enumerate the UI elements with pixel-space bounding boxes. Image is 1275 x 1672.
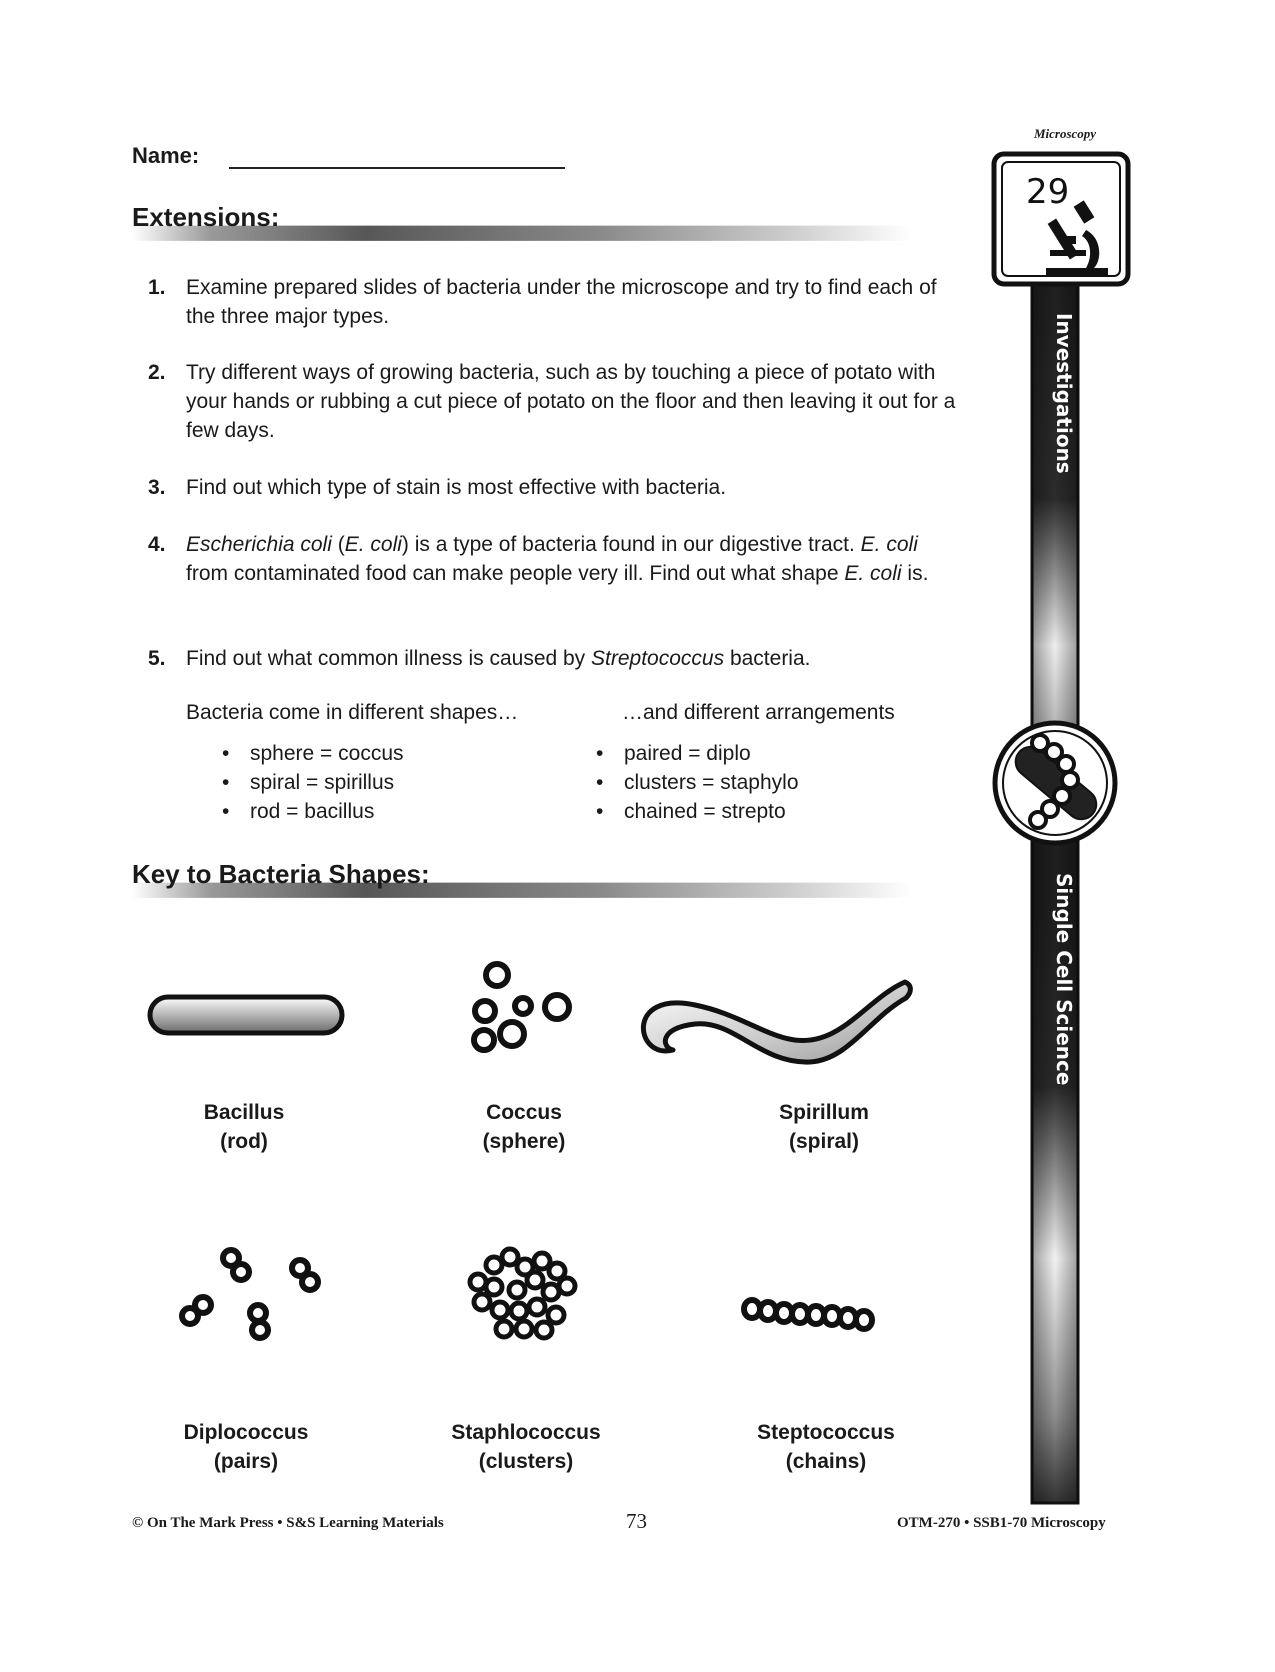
caption-name: Diplococcus [183,1421,309,1444]
caption-diplococcus [126,1418,366,1476]
coccus-icon [474,964,569,1050]
diplococcus-icon [182,1250,318,1338]
footer-catalog: OTM-270 • SSB1-70 Microscopy [897,1515,1106,1531]
extensions-heading: Extensions: [132,202,280,232]
caption-desc: (rod) [220,1130,268,1153]
page-number: 73 [626,1509,647,1533]
bullet: • [222,771,230,794]
extension-italic: Streptococcus [591,647,725,670]
caption-desc: (sphere) [482,1130,566,1153]
extension-span: ( [331,533,345,556]
name-input-line[interactable] [229,167,565,169]
extension-number: 3. [148,476,166,499]
bullet: • [596,742,604,765]
caption-streptococcus [706,1418,946,1476]
list-item [222,768,404,797]
extension-text: Try different ways of growing bacteria, such as by touching a piece of potato with your hands or rubbing a cut piece of potato on the floor and then leaving it out for a few days. [186,361,956,442]
shapes-list [222,739,404,826]
list-item [222,797,404,826]
list-item-text: sphere = coccus [250,742,404,765]
extension-italic: E. coli [860,533,918,556]
caption-desc: (clusters) [478,1450,574,1473]
caption-name: Staphlococcus [451,1421,601,1444]
extension-number: 5. [148,647,166,670]
extension-span: ) is a type of bacteria found in our digestive tract. [401,533,861,556]
extension-span: Find out what common illness is caused by [186,647,592,670]
extension-text [186,644,958,673]
staphylococcus-icon [470,1249,575,1338]
caption-desc: (chains) [785,1450,867,1473]
caption-name: Coccus [486,1101,562,1124]
extension-span: from contaminated food can make people very ill. Find out what shape [186,562,845,585]
extension-item-2 [148,358,958,445]
bacillus-icon [150,997,342,1033]
footer-copyright: © On The Mark Press • S&S Learning Materials [132,1515,444,1531]
extension-number: 2. [148,361,166,384]
caption-spirillum [704,1098,944,1156]
list-item [596,797,799,826]
key-heading: Key to Bacteria Shapes: [132,859,430,889]
caption-name: Spirillum [779,1101,869,1124]
extension-item-4 [148,530,958,588]
extension-text: Examine prepared slides of bacteria under the microscope and try to find each of the three major types. [186,276,937,328]
list-item-text: chained = strepto [624,800,786,823]
extension-span: is. [901,562,929,585]
shapes-intro-left: Bacteria come in different shapes… [186,701,519,724]
extension-item-5 [148,644,958,673]
list-item-text: clusters = staphylo [624,771,799,794]
extension-italic: E. coli [844,562,902,585]
extension-number: 4. [148,533,166,556]
sidebar-section-bottom: Single Cell Science [1052,873,1076,1086]
badge-number: 29 [1026,172,1070,212]
sidebar-title: Microscopy [1033,126,1097,141]
name-label: Name: [132,143,200,168]
list-item [222,739,404,768]
sidebar-number [1022,150,1069,212]
extension-text: Find out which type of stain is most effective with bacteria. [186,476,727,499]
arrangements-list [596,739,799,826]
caption-coccus [404,1098,644,1156]
list-item [596,739,799,768]
shapes-intro-right: …and different arrangements [622,701,895,724]
caption-desc: (spiral) [788,1130,859,1153]
caption-bacillus [124,1098,364,1156]
list-item-text: spiral = spirillus [250,771,395,794]
list-item-text: rod = bacillus [250,800,375,823]
extension-number: 1. [148,276,166,299]
spirillum-icon [643,982,910,1062]
bacteria-badge-icon [995,723,1115,843]
caption-name: Bacillus [203,1101,285,1124]
sidebar-section-top: Investigations [1052,313,1076,474]
caption-staphylococcus [406,1418,646,1476]
bullet: • [222,800,230,823]
bullet: • [222,742,230,765]
bullet: • [596,800,604,823]
extension-italic: Escherichia coli [186,533,332,556]
extension-text [186,530,958,588]
extension-item-3 [148,473,958,502]
caption-desc: (pairs) [213,1450,279,1473]
streptococcus-icon [744,1300,872,1329]
caption-name: Steptococcus [757,1421,895,1444]
extension-span: bacteria. [724,647,811,670]
bullet: • [596,771,604,794]
list-item [596,768,799,797]
extension-italic: E. coli [344,533,402,556]
extension-item-1 [148,273,958,331]
list-item-text: paired = diplo [624,742,751,765]
